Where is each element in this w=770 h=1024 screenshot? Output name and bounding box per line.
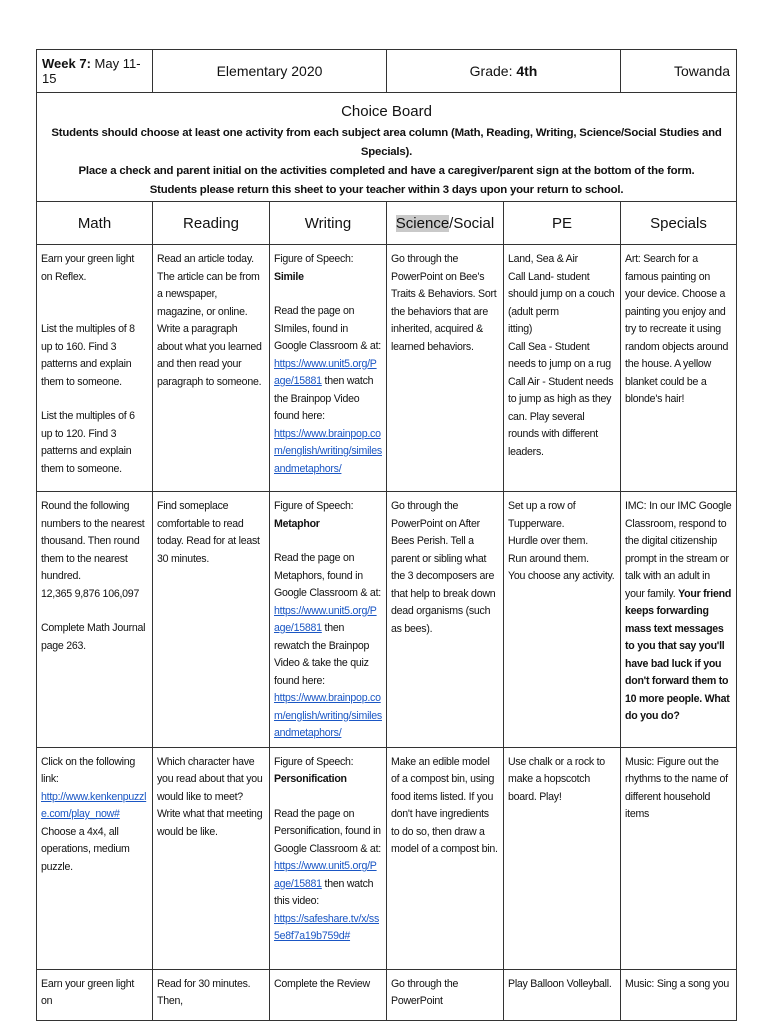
instruction-line-1: Students should choose at least one activity from each subject area column (Math, Reading, Writing, Science/Social Studies and Specials). xyxy=(51,127,722,158)
row2-science-text: Go through the PowerPoint on After Bees Perish. Tell a parent or sibling what the 3 decomposers are that help to break down dead organisms (such as bees). xyxy=(391,500,496,635)
week-label: Week 7: xyxy=(42,56,91,71)
row3-math-cell xyxy=(37,747,153,969)
row4-specials-cell xyxy=(621,969,737,1020)
row3-writing-figure: Personification xyxy=(274,773,347,785)
row1-science-cell xyxy=(387,245,504,492)
row2-pe-cell xyxy=(504,492,621,748)
row2-reading-text: Find someplace comfortable to read today. Read for at least 30 minutes. xyxy=(157,500,260,565)
school-title: Elementary 2020 xyxy=(153,50,387,93)
row4-writing-cell xyxy=(270,969,387,1020)
row1-math-cell xyxy=(37,245,153,492)
row2-science-cell xyxy=(387,492,504,748)
row2-writing-label: Figure of Speech: xyxy=(274,500,354,512)
row4-math-cell xyxy=(37,969,153,1020)
row2-writing-text: Read the page on Metaphors, found in Google Classroom & at: xyxy=(274,552,381,599)
grade-cell xyxy=(387,50,621,93)
row3-writing-text-2: then watch this video: xyxy=(274,877,374,907)
social-label: /Social xyxy=(449,214,495,232)
row4-science-cell xyxy=(387,969,504,1020)
activity-row-4 xyxy=(37,969,737,1020)
row1-math-b: List the multiples of 8 up to 160. Find 3 patterns and explain them to someone. xyxy=(41,323,135,388)
row2-math-b: 12,365 9,876 106,097 xyxy=(41,587,140,600)
row3-pe-text: Use chalk or a rock to make a hopscotch board. Play! xyxy=(508,755,605,803)
location-name: Towanda xyxy=(621,50,737,93)
row4-reading-text: Read for 30 minutes. Then, xyxy=(157,977,251,1007)
col-header-science xyxy=(387,202,504,245)
row2-writing-text-2: then rewatch the Brainpop Video & take the quiz found here: xyxy=(274,622,370,687)
activity-row-3 xyxy=(37,747,737,969)
row3-safeshare-link[interactable]: https://safeshare.tv/x/ss5e8f7a19b759d# xyxy=(274,912,380,942)
row1-pe-cell xyxy=(504,245,621,492)
row2-writing-cell xyxy=(270,492,387,748)
row4-reading-cell xyxy=(153,969,270,1020)
row4-pe-text: Play Balloon Volleyball. xyxy=(508,977,612,990)
row1-reading-text: Read an article today. The article can be from a newspaper, magazine, or online. Write a paragraph about what you learned and then read your paragraph to someone. xyxy=(157,253,262,388)
row1-math-c: List the multiples of 6 up to 120. Find 3 patterns and explain them to someone. xyxy=(41,410,135,475)
row2-pe-2: Hurdle over them. xyxy=(508,535,588,547)
row4-math-text: Earn your green light on xyxy=(41,977,135,1007)
choice-board-table xyxy=(36,49,737,1021)
row4-writing-text: Complete the Review xyxy=(274,977,370,990)
activity-row-1 xyxy=(37,245,737,492)
col-header-reading: Reading xyxy=(153,202,270,245)
grade-label: Grade: xyxy=(469,63,513,79)
row3-kenken-link[interactable]: http://www.kenkenpuzzle.com/play_now# xyxy=(41,790,147,820)
row2-pe-1: Set up a row of Tupperware. xyxy=(508,500,576,530)
row2-writing-figure: Metaphor xyxy=(274,517,320,530)
row3-pe-cell xyxy=(504,747,621,969)
choice-board-title: Choice Board xyxy=(341,103,432,120)
col-header-math: Math xyxy=(37,202,153,245)
row2-math-cell xyxy=(37,492,153,748)
row2-pe-3: Run around them. xyxy=(508,552,589,565)
row1-pe-2: Call Land- student should jump on a couch (adult perm xyxy=(508,270,615,318)
row1-writing-label: Figure of Speech: xyxy=(274,253,354,265)
col-header-pe: PE xyxy=(504,202,621,245)
row2-math-a: Round the following numbers to the nearest thousand. Then round them to the nearest hundred. xyxy=(41,500,145,582)
row3-math-b: Choose a 4x4, all operations, medium puzzle. xyxy=(41,825,130,873)
row1-unit5-link[interactable]: https://www.unit5.org/Page/15881 xyxy=(274,357,377,387)
row4-pe-cell xyxy=(504,969,621,1020)
column-header-row xyxy=(37,202,737,245)
row3-reading-cell xyxy=(153,747,270,969)
row2-unit5-link[interactable]: https://www.unit5.org/Page/15881 xyxy=(274,604,377,634)
choice-board-sheet xyxy=(36,49,736,1021)
row1-specials-cell xyxy=(621,245,737,492)
row2-specials-prompt: Your friend keeps forwarding mass text messages to you that say you'll have bad luck if you don't forward them to 10 more people. What do you do? xyxy=(625,587,732,722)
row1-science-text: Go through the PowerPoint on Bee's Traits & Behaviors. Sort the behaviors that are inherited, acquired & learned behaviors. xyxy=(391,253,497,353)
row1-writing-text-2: then watch the Brainpop Video found here: xyxy=(274,375,374,422)
row3-unit5-link[interactable]: https://www.unit5.org/Page/15881 xyxy=(274,860,377,890)
header-row xyxy=(37,50,737,93)
row3-writing-cell xyxy=(270,747,387,969)
row3-science-cell xyxy=(387,747,504,969)
row1-specials-text: Art: Search for a famous painting on your device. Choose a painting you enjoy and try to recreate it using random objects around the house. A yellow blanket could be a blonde's hair! xyxy=(625,253,729,405)
row1-writing-figure: Simile xyxy=(274,270,304,283)
row3-writing-text: Read the page on Personification, found in Google Classroom & at: xyxy=(274,807,381,855)
row3-specials-text: Music: Figure out the rhythms to the name of different household items xyxy=(625,755,728,820)
week-cell xyxy=(37,50,153,93)
row2-pe-4: You choose any activity. xyxy=(508,570,615,582)
row2-specials-text: IMC: In our IMC Google Classroom, respond to the digital citizenship prompt in the stream or talk with an adult in your family. xyxy=(625,500,732,600)
col-header-specials: Specials xyxy=(621,202,737,245)
row1-pe-3: itting) xyxy=(508,323,533,335)
grade-value: 4th xyxy=(516,63,538,79)
row1-pe-4: Call Sea - Student needs to jump on a rug xyxy=(508,340,611,370)
row3-science-text: Make an edible model of a compost bin, using food items listed. If you don't have ingredients to do so, then draw a model of a compost bin. xyxy=(391,755,498,855)
instructions-row xyxy=(37,93,737,202)
week-dates: May 11-15 xyxy=(42,56,141,86)
col-header-writing: Writing xyxy=(270,202,387,245)
row1-pe-1: Land, Sea & Air xyxy=(508,253,578,265)
instruction-line-2: Place a check and parent initial on the activities completed and have a caregiver/parent sign at the bottom of the form. xyxy=(78,165,695,177)
row1-writing-text: Read the page on SImiles, found in Google Classroom & at: xyxy=(274,305,381,352)
row3-specials-cell xyxy=(621,747,737,969)
instruction-line-3: Students please return this sheet to your teacher within 3 days upon your return to school. xyxy=(149,184,624,196)
science-highlight: Science xyxy=(395,214,450,232)
instructions-cell xyxy=(37,93,737,202)
row1-reading-cell xyxy=(153,245,270,492)
row2-brainpop-link[interactable]: https://www.brainpop.com/english/writing/similesandmetaphors/ xyxy=(274,692,382,739)
row3-math-a: Click on the following link: xyxy=(41,755,136,785)
row1-pe-5: Call Air - Student needs to jump as high as they can. Play several rounds with different leaders. xyxy=(508,375,614,458)
row2-specials-cell xyxy=(621,492,737,748)
row3-writing-label: Figure of Speech: xyxy=(274,755,354,768)
row2-math-c: Complete Math Journal page 263. xyxy=(41,622,146,652)
row2-reading-cell xyxy=(153,492,270,748)
row1-math-a: Earn your green light on Reflex. xyxy=(41,253,135,283)
row1-brainpop-link[interactable]: https://www.brainpop.com/english/writing/similesandmetaphors/ xyxy=(274,427,382,475)
row3-reading-text: Which character have you read about that you would like to meet? Write what that meeting would be like. xyxy=(157,755,263,838)
row4-science-text: Go through the PowerPoint xyxy=(391,977,459,1007)
row4-specials-text: Music: Sing a song you xyxy=(625,977,730,990)
activity-row-2 xyxy=(37,492,737,748)
row1-writing-cell xyxy=(270,245,387,492)
